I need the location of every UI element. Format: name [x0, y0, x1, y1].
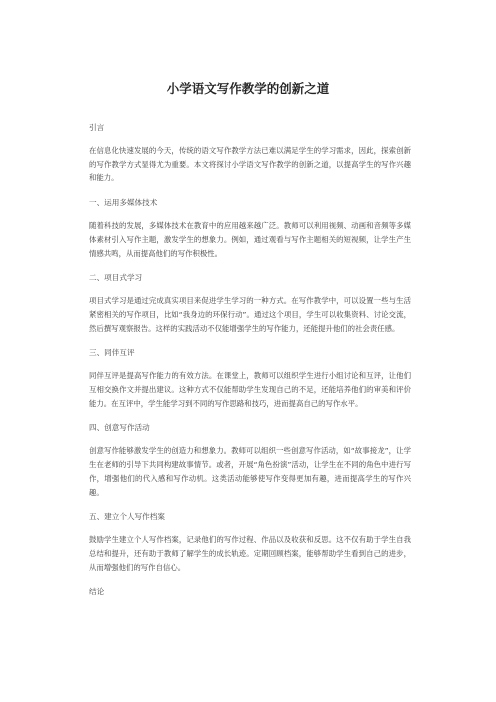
- section-heading: 结论: [89, 587, 105, 597]
- section-paragraph: 创意写作能够激发学生的创造力和想象力。教师可以组织一些创意写作活动，如“故事接龙”，让学生在老师的引导下共同构建故事情节。或者，开展“角色扮演”活动，让学生在不同的角色中进行写作，增强他们的代入感和写作动机。这类活动能够使写作变得更加有趣，进而提高学生的写作兴趣。: [89, 446, 411, 497]
- page-title: 小学语文写作教学的创新之道: [166, 81, 330, 96]
- section-paragraph: 在信息化快速发展的今天，传统的语文写作教学方法已难以满足学生的学习需求，因此，探索创新的写作教学方式显得尤为重要。本文将探讨小学语文写作教学的创新之道，以提高学生的写作兴趣和能力。: [89, 146, 411, 183]
- section-creative-writing: [89, 421, 411, 499]
- section-heading: 五、建立个人写作档案: [89, 512, 165, 522]
- section-multimedia: [89, 196, 411, 260]
- section-heading: 三、同伴互评: [89, 348, 135, 358]
- section-heading: 四、创意写作活动: [89, 423, 150, 433]
- section-heading: 二、项目式学习: [89, 273, 143, 283]
- section-paragraph: 同伴互评是提高写作能力的有效方法。在课堂上，教师可以组织学生进行小组讨论和互评，让他们互相交换作文并提出建议。这种方式不仅能帮助学生发现自己的不足，还能培养他们的审美和评价能力。在互评中，学生能学习到不同的写作思路和技巧，进而提高自己的写作水平。: [89, 371, 411, 408]
- section-paragraph: 项目式学习是通过完成真实项目来促进学生学习的一种方式。在写作教学中，可以设置一些与生活紧密相关的写作项目，比如“我身边的环保行动”。通过这个项目，学生可以收集资料、讨论交流，然后撰写观察报告。这样的实践活动不仅能增强学生的写作能力，还能提升他们的社会责任感。: [89, 296, 411, 333]
- section-peer-review: [89, 346, 411, 410]
- section-intro: [89, 121, 411, 185]
- section-paragraph: 鼓励学生建立个人写作档案，记录他们的写作过程、作品以及收获和反思。这不仅有助于学生自我总结和提升，还有助于教师了解学生的成长轨迹。定期回顾档案，能够帮助学生看到自己的进步，从而增强他们的写作自信心。: [89, 535, 411, 572]
- section-conclusion: [89, 585, 411, 598]
- section-project-learning: [89, 271, 411, 335]
- section-heading: 一、运用多媒体技术: [89, 198, 158, 208]
- section-heading: 引言: [89, 123, 105, 132]
- section-paragraph: 随着科技的发展，多媒体技术在教育中的应用越来越广泛。教师可以利用视频、动画和音频等多媒体素材引入写作主题，激发学生的想象力。例如，通过观看与写作主题相关的短视频，让学生产生情感共鸣，从而提高他们的写作积极性。: [89, 221, 411, 258]
- document-body: [89, 121, 411, 608]
- section-writing-portfolio: [89, 510, 411, 574]
